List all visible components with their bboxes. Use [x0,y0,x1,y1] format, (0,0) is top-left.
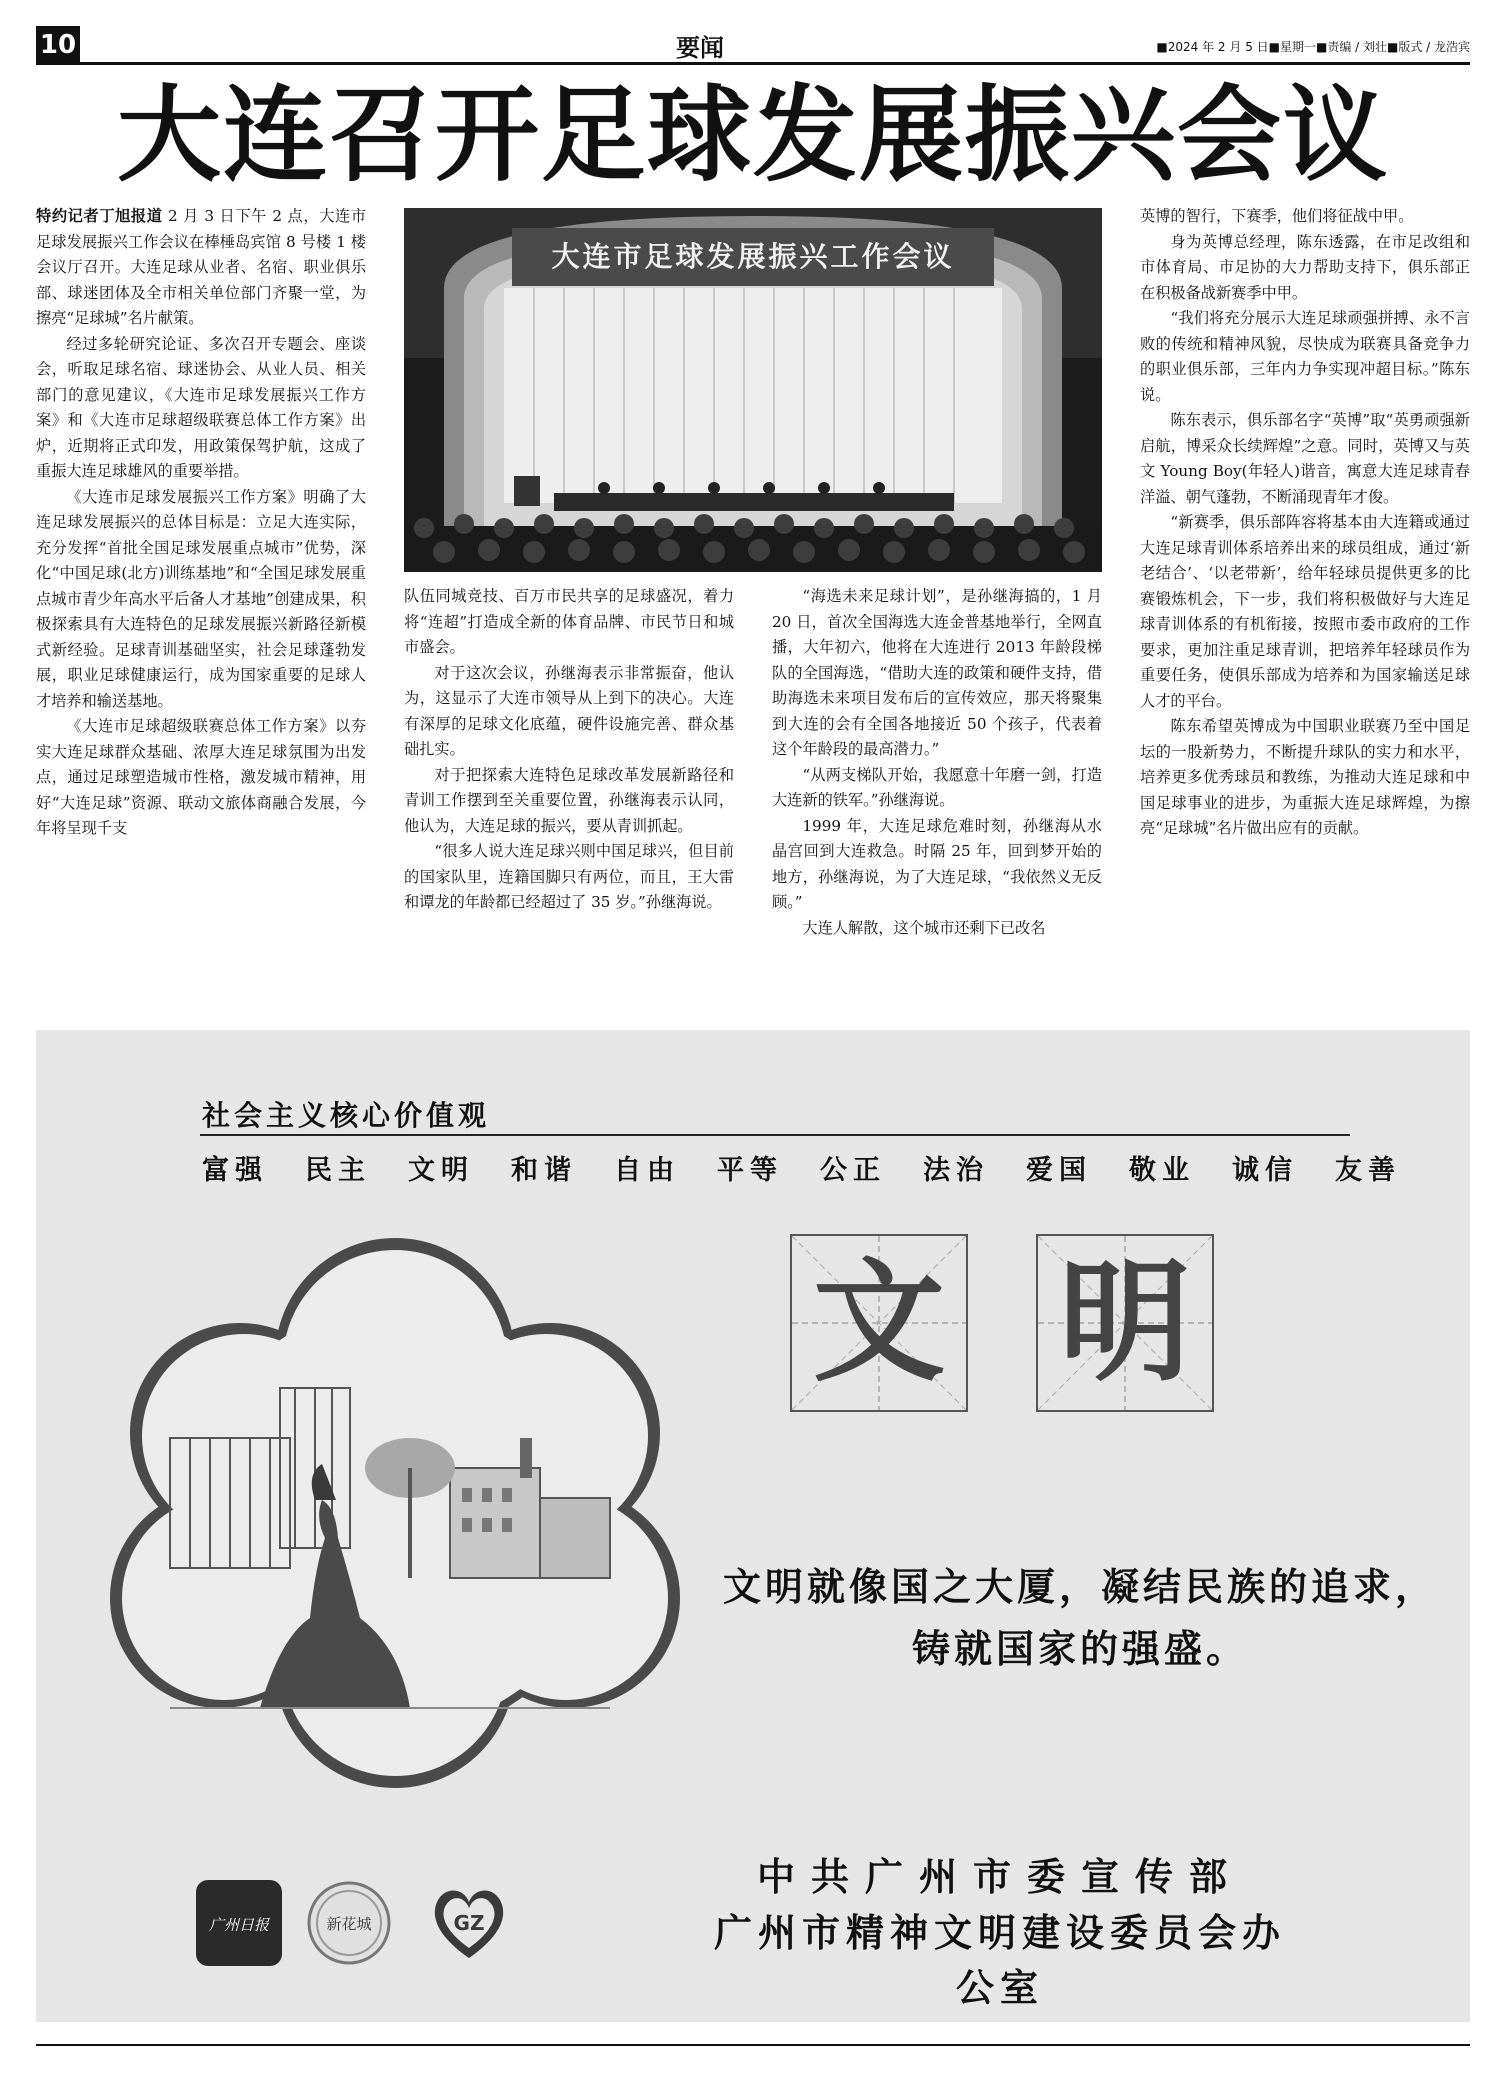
article-column-4 [1140,204,1470,842]
paragraph: 2 月 3 日下午 2 点，大连市足球发展振兴工作会议在棒棰岛宾馆 8 号楼 1 楼会议厅召开。大连足球从业者、名宿、职业俱乐部、球迷团体及全市相关单位部门齐聚一堂，为擦亮“足球城”名片献策。 [36,207,367,327]
logo-text: 广州日报 [208,1916,270,1934]
logo-text: GZ [453,1911,485,1935]
paragraph: 身为英博总经理，陈东透露，在市足改组和市体育局、市足协的大力帮助支持下，俱乐部正在积极备战新赛季中甲。 [1140,232,1470,302]
paragraph: 陈东希望英博成为中国职业联赛乃至中国足坛的一股新势力，不断提升球队的实力和水平，培养更多优秀球员和教练，为推动大连足球和中国足球事业的进步，为重振大连足球辉煌，为擦亮“足球城”名片做出应有的贡献。 [1140,717,1470,837]
paragraph: 英博的智行，下赛季，他们将征战中甲。 [1140,207,1414,225]
core-value: 民主 [305,1155,371,1186]
paragraph: “从两支梯队开始，我愿意十年磨一剑，打造大连新的铁军。”孙继海说。 [772,765,1102,809]
character-box-ming [1036,1234,1214,1412]
issue-meta: ■2024 年 2 月 5 日■星期一■责编 / 刘壮■版式 / 龙浩宾 [1156,40,1470,54]
core-value: 自由 [614,1155,680,1186]
meeting-hall-image [404,208,1102,572]
article-column-3 [772,584,1102,941]
meeting-photo [404,208,1102,572]
paragraph: “新赛季，俱乐部阵容将基本由大连籍或通过大连足球青训体系培养出来的球员组成，通过‘新老结合’、‘以老带新’，给年轻球员提供更多的比赛锻炼机会，下一步，我们将积极做好与大连足球青训体系的有机衔接，按照市委市政府的工作要求，更加注重足球青训，把培养年轻球员作为重要任务，使俱乐部成为培养和为国家输送足球人才的平台。 [1140,513,1470,710]
paragraph: “海选未来足球计划”，是孙继海搞的，1 月 20 日，首次全国海选大连金普基地举行，全网直播，大年初六，他将在大连进行 2013 年龄段梯队的全国海选，“借助大连的政策和硬件支持，借助海选未来项目发布后的宣传效应，那天将聚集到大连的会有全国各地接近 50 个孩子，代表着这个年龄段的最高潜力。” [772,587,1102,758]
paragraph: 大连人解散，这个城市还剩下已改名 [802,918,1046,937]
core-value: 和谐 [511,1155,577,1186]
core-value: 平等 [717,1155,783,1186]
header-rule [36,62,1470,65]
photo-banner: 大连市足球发展振兴工作会议 [551,240,955,273]
paragraph: 队伍同城竞技、百万市民共享的足球盛况，着力将“连超”打造成全新的体育品牌、市民节日和城市盛会。 [404,587,734,656]
section-label: 要闻 [676,34,724,62]
logo-text: 新花城 [326,1915,372,1933]
bottom-rule [36,2044,1470,2046]
core-value: 公正 [820,1155,886,1186]
big-character: 文 [813,1245,945,1400]
paragraph: 《大连市足球超级联赛总体工作方案》以夯实大连足球群众基础、浓厚大连足球氛围为出发点，通过足球塑造城市性格，激发城市精神，用好“大连足球”资源、联动文旅体商融合发展，今年将呈现千支 [36,717,366,837]
guangzhou-daily-logo [196,1880,282,1966]
core-value: 法治 [923,1155,989,1186]
core-value: 爱国 [1026,1155,1092,1186]
core-value: 友善 [1335,1155,1401,1186]
page-header [36,26,1470,64]
core-value: 富强 [202,1155,268,1186]
core-values-title: 社会主义核心价值观 [202,1099,491,1132]
core-value: 诚信 [1232,1155,1298,1186]
page-number: 10 [36,26,80,64]
byline: 特约记者丁旭报道 [36,207,163,225]
slogan [700,1556,1460,1680]
paragraph: 经过多轮研究论证、多次召开专题会、座谈会，听取足球名宿、球迷协会、从业人员、相关部门的意见建议，《大连市足球发展振兴工作方案》和《大连市足球超级联赛总体工作方案》出炉，近期将正式印发，用政策保驾护航，这成了重振大连足球雄风的重要举措。 [36,334,366,480]
article-column-1 [36,204,366,842]
article-lead [36,204,366,332]
paragraph: 对于把探索大连特色足球改革发展新路径和青训工作摆到至关重要位置，孙继海表示认同，他认为，大连足球的振兴，要从青训抓起。 [404,765,734,835]
sponsor-line-1: 中共广州市委宣传部 [756,1855,1243,1899]
paragraph: 1999 年，大连足球危难时刻，孙继海从水晶宫回到大连救急。时隔 25 年，回到梦开始的地方，孙继海说，为了大连足球，“我依然义无反顾。” [772,816,1102,911]
big-character: 明 [1059,1245,1191,1400]
paragraph: “我们将充分展示大连足球顽强拼搏、永不言败的传统和精神风貌，尽快成为联赛具备竞争力的职业俱乐部，三年内力争实现冲超目标。”陈东说。 [1140,309,1470,404]
character-box-wen [790,1234,968,1412]
article-column-2 [404,584,734,916]
paragraph: 《大连市足球发展振兴工作方案》明确了大连足球发展振兴的总体目标是：立足大连实际，充分发挥“首批全国足球发展重点城市”优势，深化“中国足球(北方)训练基地”和“全国足球发展重点城市青少年高水平后备人才基地”创建成果，积极探索具有大连特色的足球发展振兴新路径新模式新经验。足球青训基础坚实，社会足球蓬勃发展，职业足球健康运行，成为国家重要的足球人才培养和输送基地。 [36,487,366,710]
core-value: 文明 [408,1155,474,1186]
core-values-list [202,1148,1401,1187]
slogan-line: 铸就国家的强盛。 [911,1627,1248,1671]
city-illustration [110,1238,680,1790]
gz-heart-logo [426,1880,512,1966]
xinhuacheng-logo [306,1880,392,1966]
paragraph: 陈东表示，俱乐部名字“英博”取“英勇顽强新启航，博采众长续辉煌”之意。同时，英博又与英文 Young Boy(年轻人)谐音，寓意大连足球青春洋溢、朝气蓬勃，不断涌现青年才俊。 [1140,411,1470,506]
core-values-rule [200,1134,1350,1136]
headline: 大连召开足球发展振兴会议 [116,73,1389,196]
core-value: 敬业 [1129,1155,1195,1186]
slogan-line: 文明就像国之大厦，凝结民族的追求， [722,1565,1437,1609]
paragraph: 对于这次会议，孙继海表示非常振奋，他认为，这显示了大连市领导从上到下的决心。大连有深厚的足球文化底蕴，硬件设施完善、群众基础扎实。 [404,663,734,758]
paragraph: “很多人说大连足球兴则中国足球兴，但目前的国家队里，连籍国脚只有两位，而且，王大雷和谭龙的年龄都已经超过了 35 岁。”孙继海说。 [404,842,734,911]
sponsor-line-2: 广州市精神文明建设委员会办公室 [713,1911,1286,2010]
